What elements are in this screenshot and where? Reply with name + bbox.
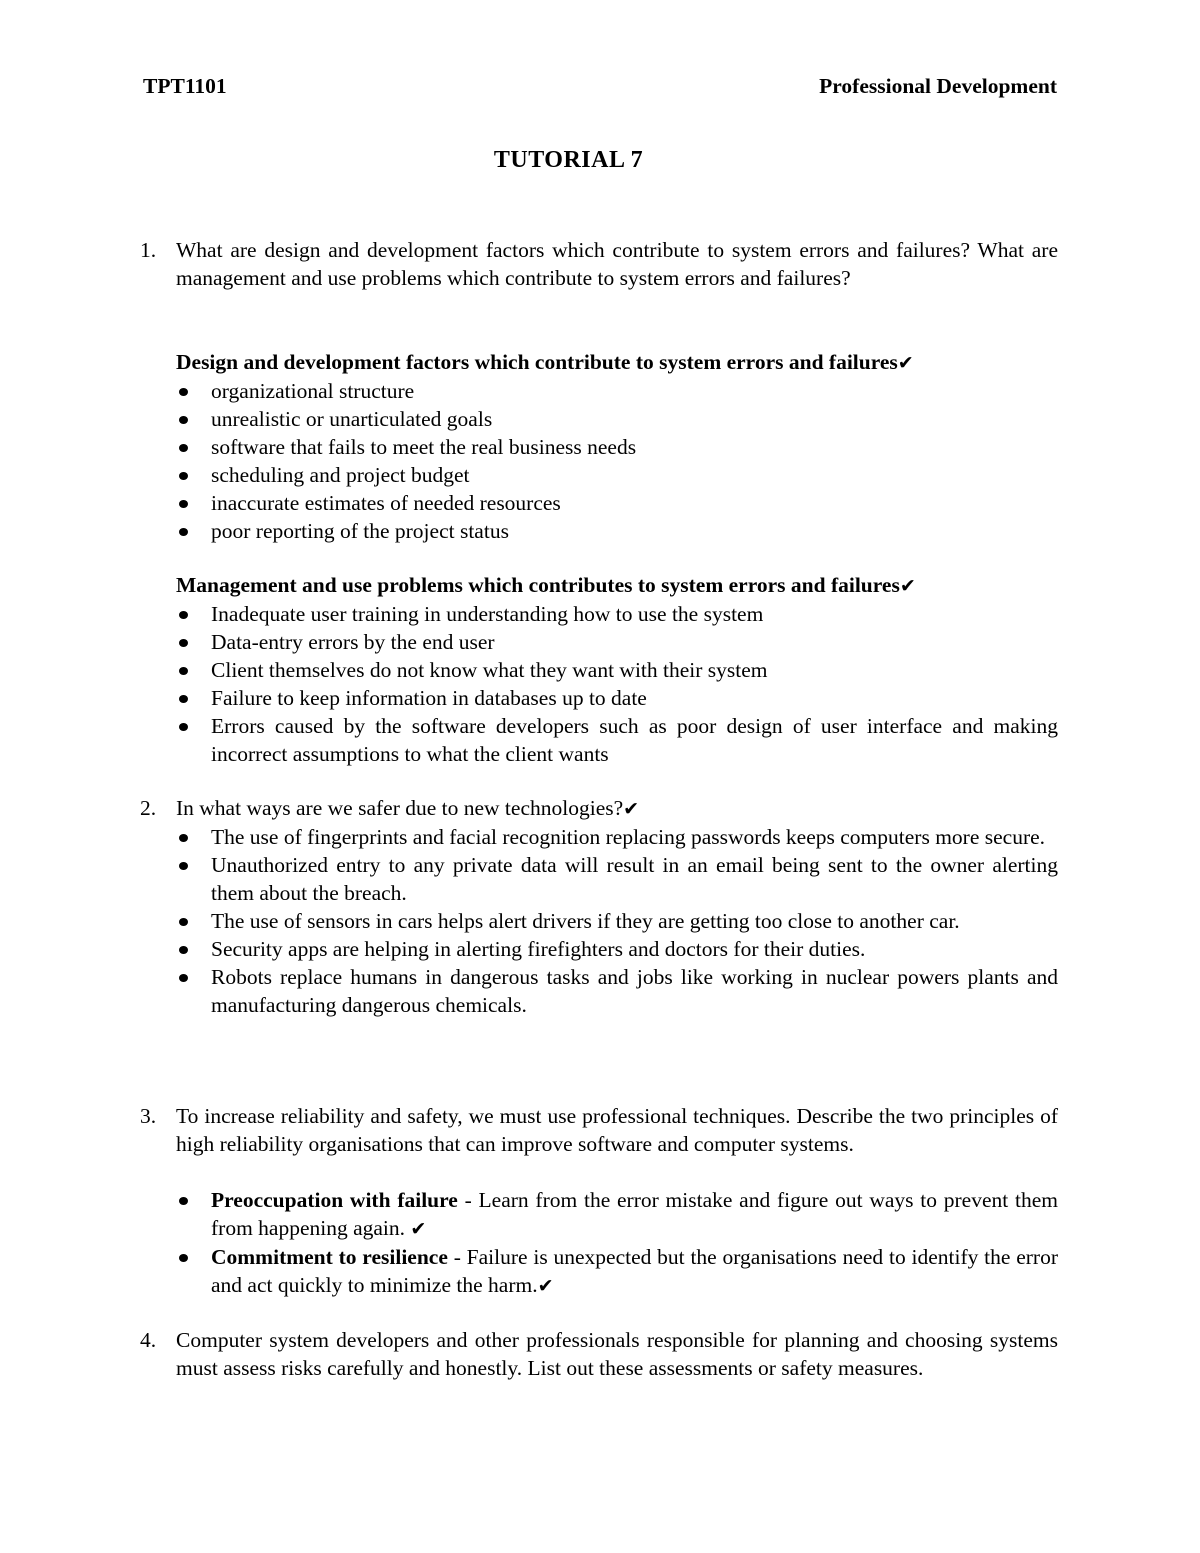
question-2-text: In what ways are we safer due to new technologies?✔	[176, 796, 640, 820]
list-item: poor reporting of the project status	[176, 517, 1058, 545]
list-item: Errors caused by the software developers such as poor design of user interface and making incorrect assumptions to what the client wants	[176, 712, 1058, 768]
list-item: inaccurate estimates of needed resources	[176, 489, 1058, 517]
q1-section-b	[176, 571, 1058, 768]
bullet-icon	[179, 388, 188, 396]
list-item: software that fails to meet the real business needs	[176, 433, 1058, 461]
list-item: Security apps are helping in alerting firefighters and doctors for their duties.	[176, 935, 1058, 963]
check-mark-icon: ✔	[537, 1275, 554, 1297]
course-name: Professional Development	[819, 74, 1057, 98]
question-3	[140, 1102, 1058, 1158]
list-item: scheduling and project budget	[176, 461, 1058, 489]
question-4-number: 4.	[140, 1328, 157, 1352]
course-code: TPT1101	[143, 74, 227, 98]
list-item: Preoccupation with failure - Learn from the error mistake and figure out ways to prevent them from happening again. ✔	[176, 1186, 1058, 1243]
principle-term: Commitment to resilience	[211, 1245, 448, 1269]
q1-section-a-list	[176, 377, 1058, 545]
bullet-icon	[179, 834, 188, 842]
bullet-icon	[179, 667, 188, 675]
bullet-icon	[179, 723, 188, 731]
list-item: Data-entry errors by the end user	[176, 628, 1058, 656]
bullet-icon	[179, 1197, 188, 1205]
question-4	[140, 1326, 1058, 1382]
q1-section-b-heading: Management and use problems which contributes to system errors and failures✔	[176, 573, 916, 597]
bullet-icon	[179, 416, 188, 424]
question-1-number: 1.	[140, 238, 157, 262]
question-2-list	[176, 823, 1058, 1019]
list-item: organizational structure	[176, 377, 1058, 405]
list-item: The use of fingerprints and facial recognition replacing passwords keeps computers more secure.	[176, 823, 1058, 851]
bullet-icon	[179, 946, 188, 954]
question-3-list	[176, 1186, 1058, 1300]
question-1	[140, 236, 1058, 292]
list-item: The use of sensors in cars helps alert drivers if they are getting too close to another car.	[176, 907, 1058, 935]
bullet-icon	[179, 444, 188, 452]
page-title: TUTORIAL 7	[493, 147, 644, 173]
check-mark-icon: ✔	[899, 575, 916, 597]
list-item: Failure to keep information in databases up to date	[176, 684, 1058, 712]
bullet-icon	[179, 862, 188, 870]
question-2	[140, 794, 1058, 1019]
bullet-icon	[179, 500, 188, 508]
bullet-icon	[179, 974, 188, 982]
list-item: Unauthorized entry to any private data will result in an email being sent to the owner alerting them about the breach.	[176, 851, 1058, 907]
bullet-icon	[179, 639, 188, 647]
bullet-icon	[179, 611, 188, 619]
question-3-answers	[176, 1186, 1058, 1300]
bullet-icon	[179, 695, 188, 703]
bullet-icon	[179, 1254, 188, 1262]
question-2-number: 2.	[140, 796, 157, 820]
bullet-icon	[179, 528, 188, 536]
list-item: Client themselves do not know what they want with their system	[176, 656, 1058, 684]
check-mark-icon: ✔	[623, 798, 640, 820]
check-mark-icon: ✔	[410, 1218, 427, 1240]
question-4-text: Computer system developers and other professionals responsible for planning and choosing systems must assess risks carefully and honestly. List out these assessments or safety measures.	[176, 1328, 1058, 1380]
question-3-number: 3.	[140, 1104, 157, 1128]
bullet-icon	[179, 918, 188, 926]
q1-section-a-heading: Design and development factors which contribute to system errors and failures✔	[176, 350, 914, 374]
principle-term: Preoccupation with failure	[211, 1188, 458, 1212]
list-item: Inadequate user training in understanding how to use the system	[176, 600, 1058, 628]
question-1-text: What are design and development factors which contribute to system errors and failures? What are management and use problems which contribute to system errors and failures?	[176, 238, 1058, 290]
list-item: Commitment to resilience - Failure is unexpected but the organisations need to identify the error and act quickly to minimize the harm.✔	[176, 1243, 1058, 1300]
check-mark-icon: ✔	[897, 352, 914, 374]
list-item: unrealistic or unarticulated goals	[176, 405, 1058, 433]
question-3-text: To increase reliability and safety, we must use professional techniques. Describe the two principles of high reliability organisations that can improve software and computer systems.	[176, 1104, 1058, 1156]
bullet-icon	[179, 472, 188, 480]
q1-section-b-list	[176, 600, 1058, 768]
list-item: Robots replace humans in dangerous tasks and jobs like working in nuclear powers plants and manufacturing dangerous chemicals.	[176, 963, 1058, 1019]
q1-section-a	[176, 348, 1058, 545]
